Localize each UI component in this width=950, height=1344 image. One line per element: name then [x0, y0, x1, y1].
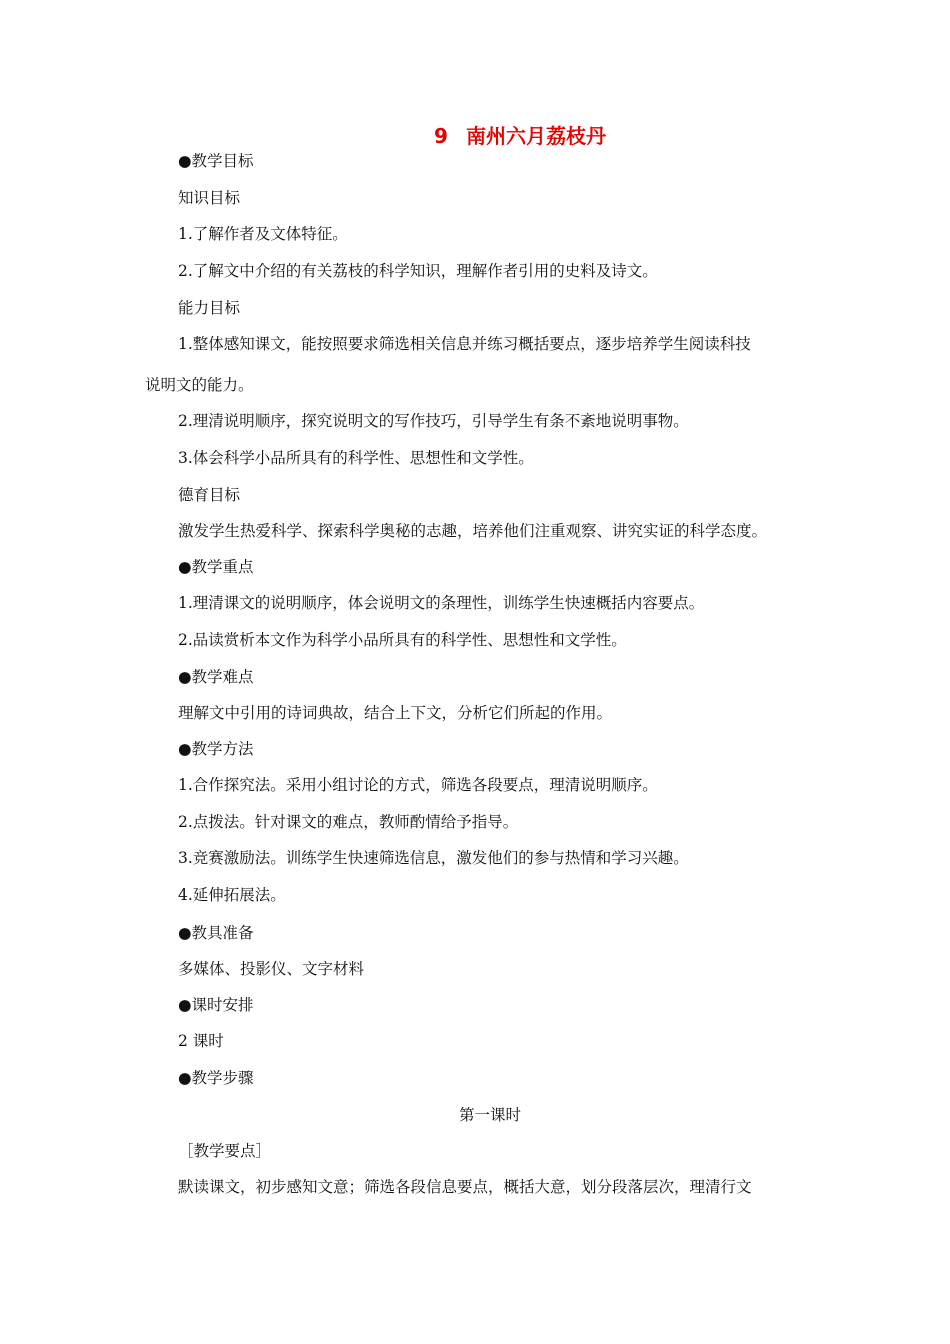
subheading-moral-goals: 德育目标 — [178, 486, 241, 504]
title-text: 南州六月荔枝丹 — [465, 124, 606, 148]
paragraph-line: 2.点拨法。针对课文的难点，教师酌情给予指导。 — [178, 813, 519, 831]
paragraph-line: 多媒体、投影仪、文字材料 — [178, 960, 365, 978]
paragraph-line: 2.理清说明顺序，探究说明文的写作技巧，引导学生有条不紊地说明事物。 — [178, 412, 689, 430]
paragraph-line: 3.体会科学小品所具有的科学性、思想性和文学性。 — [178, 449, 534, 467]
subheading-knowledge-goals: 知识目标 — [178, 189, 241, 207]
paragraph-line: 1.整体感知课文，能按照要求筛选相关信息并练习概括要点，逐步培养学生阅读科技 — [178, 335, 751, 353]
subheading-teaching-points: ［教学要点］ — [178, 1142, 272, 1160]
subheading-ability-goals: 能力目标 — [178, 299, 241, 317]
section-heading-schedule: ●课时安排 — [178, 996, 254, 1014]
section-heading-teaching-goals: ●教学目标 — [178, 152, 254, 170]
section-heading-methods: ●教学方法 — [178, 740, 254, 758]
paragraph-line: 1.合作探究法。采用小组讨论的方式，筛选各段要点，理清说明顺序。 — [178, 776, 658, 794]
lesson-heading-first: 第一课时 — [458, 1106, 521, 1124]
page-title — [0, 122, 950, 150]
paragraph-line: 2.了解文中介绍的有关荔枝的科学知识，理解作者引用的史料及诗文。 — [178, 262, 658, 280]
section-heading-key-points: ●教学重点 — [178, 558, 254, 576]
title-number: 9 — [434, 124, 448, 148]
section-heading-steps: ●教学步骤 — [178, 1069, 254, 1087]
paragraph-line-continued: 说明文的能力。 — [145, 376, 254, 394]
section-heading-difficulties: ●教学难点 — [178, 668, 254, 686]
paragraph-line: 2 课时 — [178, 1032, 224, 1050]
paragraph-line: 激发学生热爱科学、探索科学奥秘的志趣，培养他们注重观察、讲究实证的科学态度。 — [178, 522, 768, 540]
section-heading-materials: ●教具准备 — [178, 924, 254, 942]
paragraph-line: 默读课文，初步感知文意；筛选各段信息要点，概括大意，划分段落层次，理清行文 — [178, 1178, 752, 1196]
paragraph-line: 1.了解作者及文体特征。 — [178, 225, 348, 243]
paragraph-line: 4.延伸拓展法。 — [178, 886, 286, 904]
paragraph-line: 2.品读赏析本文作为科学小品所具有的科学性、思想性和文学性。 — [178, 631, 627, 649]
paragraph-line: 理解文中引用的诗词典故，结合上下文，分析它们所起的作用。 — [178, 704, 613, 722]
paragraph-line: 1.理清课文的说明顺序，体会说明文的条理性，训练学生快速概括内容要点。 — [178, 594, 705, 612]
paragraph-line: 3.竞赛激励法。训练学生快速筛选信息，激发他们的参与热情和学习兴趣。 — [178, 849, 689, 867]
